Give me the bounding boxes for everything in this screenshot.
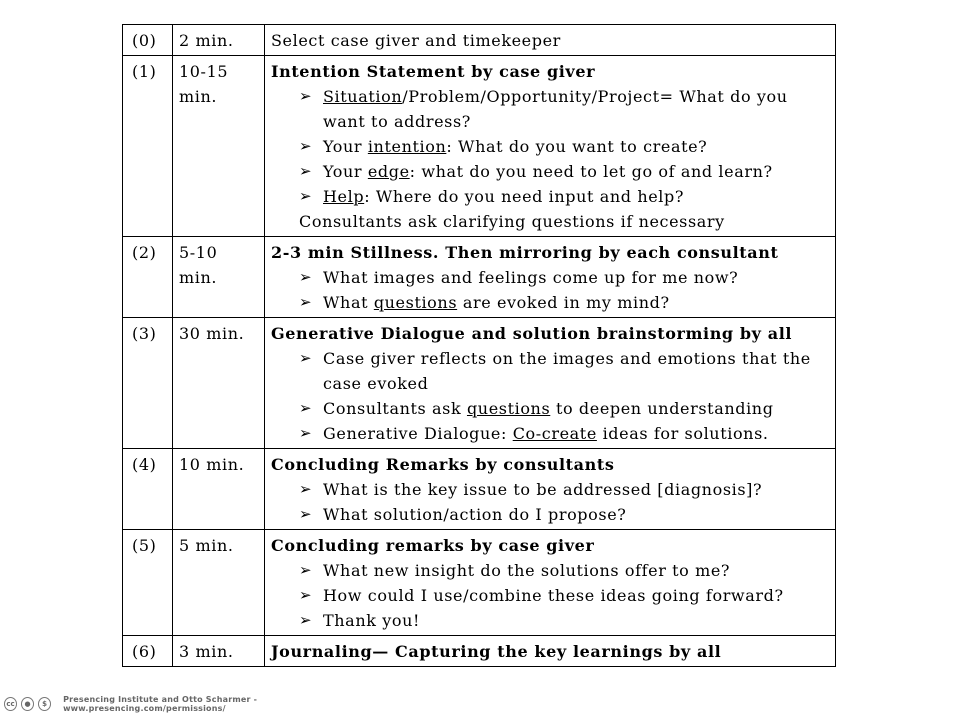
list-item bbox=[299, 608, 827, 633]
arrow-bullet-icon: ➢ bbox=[299, 162, 313, 180]
item-text: to deepen understanding bbox=[550, 399, 774, 418]
step-description bbox=[265, 449, 836, 530]
item-text: Case giver reflects on the images and emotions that the case evoked bbox=[323, 349, 811, 393]
item-text: : What do you want to create? bbox=[446, 137, 708, 156]
step-description bbox=[265, 237, 836, 318]
table-row bbox=[123, 25, 836, 56]
noncommercial-icon: $ bbox=[38, 697, 51, 711]
underlined-term: edge bbox=[367, 162, 410, 181]
item-text: How could I use/combine these ideas going forward? bbox=[323, 586, 784, 605]
arrow-bullet-icon: ➢ bbox=[299, 561, 313, 579]
arrow-bullet-icon: ➢ bbox=[299, 187, 313, 205]
step-bullet-list bbox=[271, 477, 827, 527]
arrow-bullet-icon: ➢ bbox=[299, 399, 313, 417]
item-text: What bbox=[323, 293, 374, 312]
step-duration: 5 min. bbox=[173, 530, 265, 636]
step-duration: 3 min. bbox=[173, 636, 265, 667]
underlined-term: Situation bbox=[323, 87, 403, 106]
table-row bbox=[123, 449, 836, 530]
step-description bbox=[265, 25, 836, 56]
step-title: Intention Statement by case giver bbox=[271, 62, 596, 81]
arrow-bullet-icon: ➢ bbox=[299, 349, 313, 367]
step-title: Concluding Remarks by consultants bbox=[271, 455, 615, 474]
list-item bbox=[299, 159, 827, 184]
list-item bbox=[299, 421, 827, 446]
step-number: (4) bbox=[123, 449, 173, 530]
step-title: 2-3 min Stillness. Then mirroring by each consultant bbox=[271, 243, 779, 262]
item-text: What is the key issue to be addressed [diagnosis]? bbox=[323, 480, 763, 499]
list-item bbox=[299, 265, 827, 290]
table-row bbox=[123, 56, 836, 237]
step-duration: 5-10 min. bbox=[173, 237, 265, 318]
step-description bbox=[265, 530, 836, 636]
list-item bbox=[299, 477, 827, 502]
item-text: Thank you! bbox=[323, 611, 421, 630]
item-text: What new insight do the solutions offer to me? bbox=[323, 561, 731, 580]
step-duration: 2 min. bbox=[173, 25, 265, 56]
arrow-bullet-icon: ➢ bbox=[299, 480, 313, 498]
table-row bbox=[123, 318, 836, 449]
list-item bbox=[299, 134, 827, 159]
item-text: ideas for solutions. bbox=[596, 424, 769, 443]
arrow-bullet-icon: ➢ bbox=[299, 586, 313, 604]
process-table bbox=[122, 24, 836, 667]
step-bullet-list bbox=[271, 265, 827, 315]
underlined-term: questions bbox=[373, 293, 458, 312]
underlined-term: intention bbox=[367, 137, 447, 156]
item-text: Your bbox=[323, 162, 368, 181]
step-number: (5) bbox=[123, 530, 173, 636]
list-item bbox=[299, 396, 827, 421]
step-bullet-list bbox=[271, 558, 827, 633]
footer-credit bbox=[0, 692, 394, 716]
arrow-bullet-icon: ➢ bbox=[299, 505, 313, 523]
step-bullet-list bbox=[271, 84, 827, 209]
list-item bbox=[299, 290, 827, 315]
step-title: Generative Dialogue and solution brainstorming by all bbox=[271, 324, 793, 343]
item-text: /Problem/Opportunity/Project= What do you want to address? bbox=[323, 87, 788, 131]
table-row bbox=[123, 636, 836, 667]
item-text: Consultants ask bbox=[323, 399, 467, 418]
step-description bbox=[265, 318, 836, 449]
item-text: : what do you need to let go of and learn? bbox=[409, 162, 773, 181]
step-number: (0) bbox=[123, 25, 173, 56]
step-description bbox=[265, 56, 836, 237]
arrow-bullet-icon: ➢ bbox=[299, 137, 313, 155]
step-number: (1) bbox=[123, 56, 173, 237]
arrow-bullet-icon: ➢ bbox=[299, 424, 313, 442]
list-item bbox=[299, 346, 827, 396]
table-row bbox=[123, 530, 836, 636]
list-item bbox=[299, 184, 827, 209]
item-text: are evoked in my mind? bbox=[457, 293, 670, 312]
step-duration: 10 min. bbox=[173, 449, 265, 530]
item-text: Your bbox=[323, 137, 368, 156]
attribution-icon: ● bbox=[21, 697, 34, 711]
step-note: Consultants ask clarifying questions if necessary bbox=[299, 212, 725, 231]
underlined-term: questions bbox=[466, 399, 551, 418]
step-number: (6) bbox=[123, 636, 173, 667]
item-text: : Where do you need input and help? bbox=[364, 187, 685, 206]
table-row bbox=[123, 237, 836, 318]
creative-commons-icon: cc bbox=[4, 697, 17, 711]
list-item bbox=[299, 502, 827, 527]
underlined-term: Help bbox=[323, 187, 365, 206]
step-number: (3) bbox=[123, 318, 173, 449]
underlined-term: Co-create bbox=[512, 424, 597, 443]
step-title: Concluding remarks by case giver bbox=[271, 536, 595, 555]
footer-text: Presencing Institute and Otto Scharmer - www.presencing.com/permissions/ bbox=[63, 695, 258, 713]
step-title: Select case giver and timekeeper bbox=[271, 31, 561, 50]
arrow-bullet-icon: ➢ bbox=[299, 611, 313, 629]
step-number: (2) bbox=[123, 237, 173, 318]
step-bullet-list bbox=[271, 346, 827, 446]
arrow-bullet-icon: ➢ bbox=[299, 268, 313, 286]
step-description bbox=[265, 636, 836, 667]
step-duration: 30 min. bbox=[173, 318, 265, 449]
item-text: What images and feelings come up for me now? bbox=[323, 268, 739, 287]
item-text: Generative Dialogue: bbox=[323, 424, 513, 443]
item-text: What solution/action do I propose? bbox=[323, 505, 627, 524]
list-item bbox=[299, 84, 827, 134]
arrow-bullet-icon: ➢ bbox=[299, 293, 313, 311]
arrow-bullet-icon: ➢ bbox=[299, 87, 313, 105]
step-duration: 10-15 min. bbox=[173, 56, 265, 237]
process-table-body bbox=[123, 25, 836, 667]
list-item bbox=[299, 558, 827, 583]
list-item bbox=[299, 583, 827, 608]
step-title: Journaling— Capturing the key learnings by all bbox=[271, 642, 722, 661]
